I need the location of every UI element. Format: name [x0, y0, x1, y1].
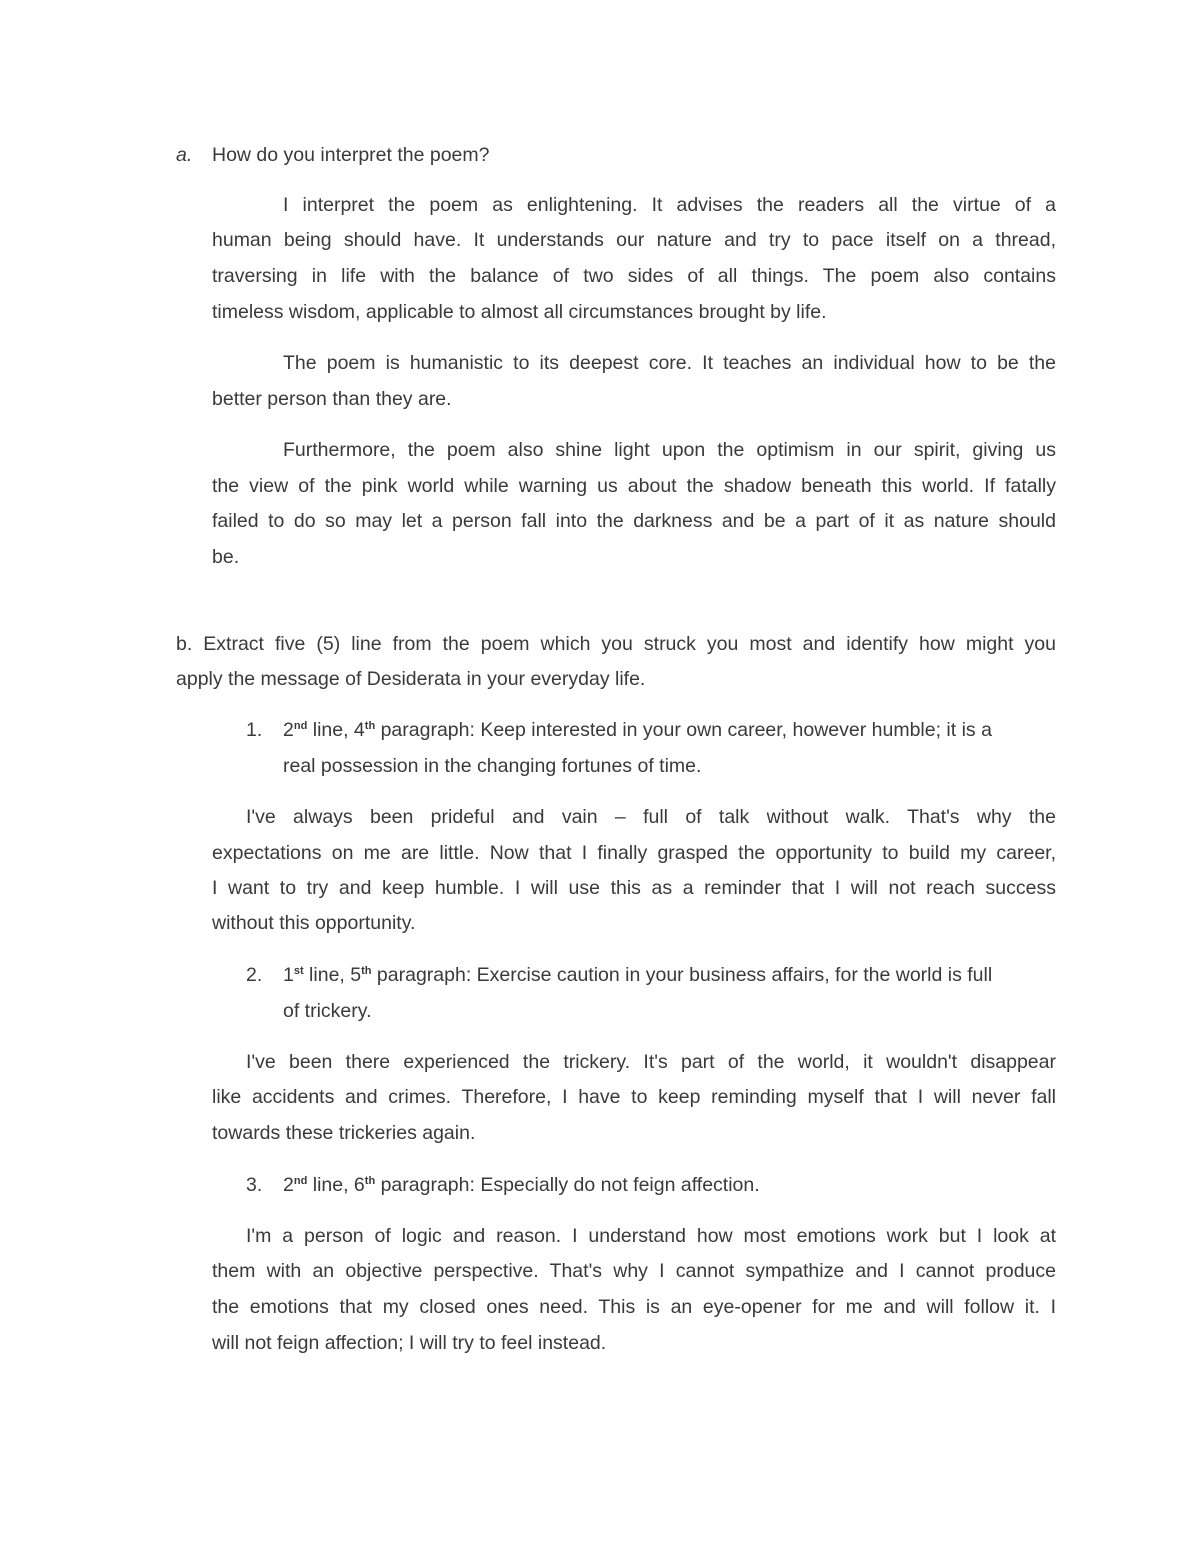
reflection-line: I'm a person of logic and reason. I understand how most emotions work but I look at — [246, 1225, 1056, 1247]
section-b-prompt: b. Extract five (5) line from the poem which you struck you most and identify how might you — [176, 633, 1056, 655]
list-item-quote-cont: real possession in the changing fortunes of time. — [283, 755, 702, 777]
section-a-label: a. — [176, 144, 193, 166]
list-item-number: 1. — [246, 719, 263, 741]
paragraph-line: traversing in life with the balance of two sides of all things. The poem also contains — [212, 265, 1056, 287]
paragraph-line: human being should have. It understands our nature and try to pace itself on a thread, — [212, 229, 1056, 251]
paragraph-line: Furthermore, the poem also shine light upon the optimism in our spirit, giving us — [283, 439, 1056, 461]
list-item-quote: 1st line, 5th paragraph: Exercise caution in your business affairs, for the world is full — [283, 964, 993, 986]
reflection-line: towards these trickeries again. — [212, 1122, 476, 1144]
list-item-quote: 2nd line, 6th paragraph: Especially do not feign affection. — [283, 1174, 760, 1196]
section-a-question: How do you interpret the poem? — [212, 144, 490, 166]
reflection-line: expectations on me are little. Now that I finally grasped the opportunity to build my career, — [212, 842, 1056, 864]
section-b-prompt: apply the message of Desiderata in your everyday life. — [176, 668, 646, 690]
paragraph-line: better person than they are. — [212, 388, 452, 410]
paragraph-line: I interpret the poem as enlightening. It advises the readers all the virtue of a — [283, 194, 1056, 216]
reflection-line: like accidents and crimes. Therefore, I have to keep reminding myself that I will never fall — [212, 1086, 1056, 1108]
reflection-line: will not feign affection; I will try to feel instead. — [212, 1332, 607, 1354]
paragraph-line: failed to do so may let a person fall into the darkness and be a part of it as nature should — [212, 510, 1056, 532]
paragraph-line: timeless wisdom, applicable to almost all circumstances brought by life. — [212, 301, 827, 323]
reflection-line: I've always been prideful and vain – full of talk without walk. That's why the — [246, 806, 1056, 828]
paragraph-line: be. — [212, 546, 240, 568]
paragraph-line: The poem is humanistic to its deepest core. It teaches an individual how to be the — [283, 352, 1056, 374]
list-item-quote: 2nd line, 4th paragraph: Keep interested in your own career, however humble; it is a — [283, 719, 992, 741]
reflection-line: without this opportunity. — [212, 912, 416, 934]
paragraph-line: the view of the pink world while warning us about the shadow beneath this world. If fatally — [212, 475, 1056, 497]
reflection-line: I want to try and keep humble. I will use this as a reminder that I will not reach success — [212, 877, 1056, 899]
list-item-quote-cont: of trickery. — [283, 1000, 372, 1022]
reflection-line: the emotions that my closed ones need. This is an eye-opener for me and will follow it. I — [212, 1296, 1056, 1318]
list-item-number: 2. — [246, 964, 263, 986]
reflection-line: them with an objective perspective. That's why I cannot sympathize and I cannot produce — [212, 1260, 1056, 1282]
reflection-line: I've been there experienced the trickery. It's part of the world, it wouldn't disappear — [246, 1051, 1056, 1073]
list-item-number: 3. — [246, 1174, 263, 1196]
